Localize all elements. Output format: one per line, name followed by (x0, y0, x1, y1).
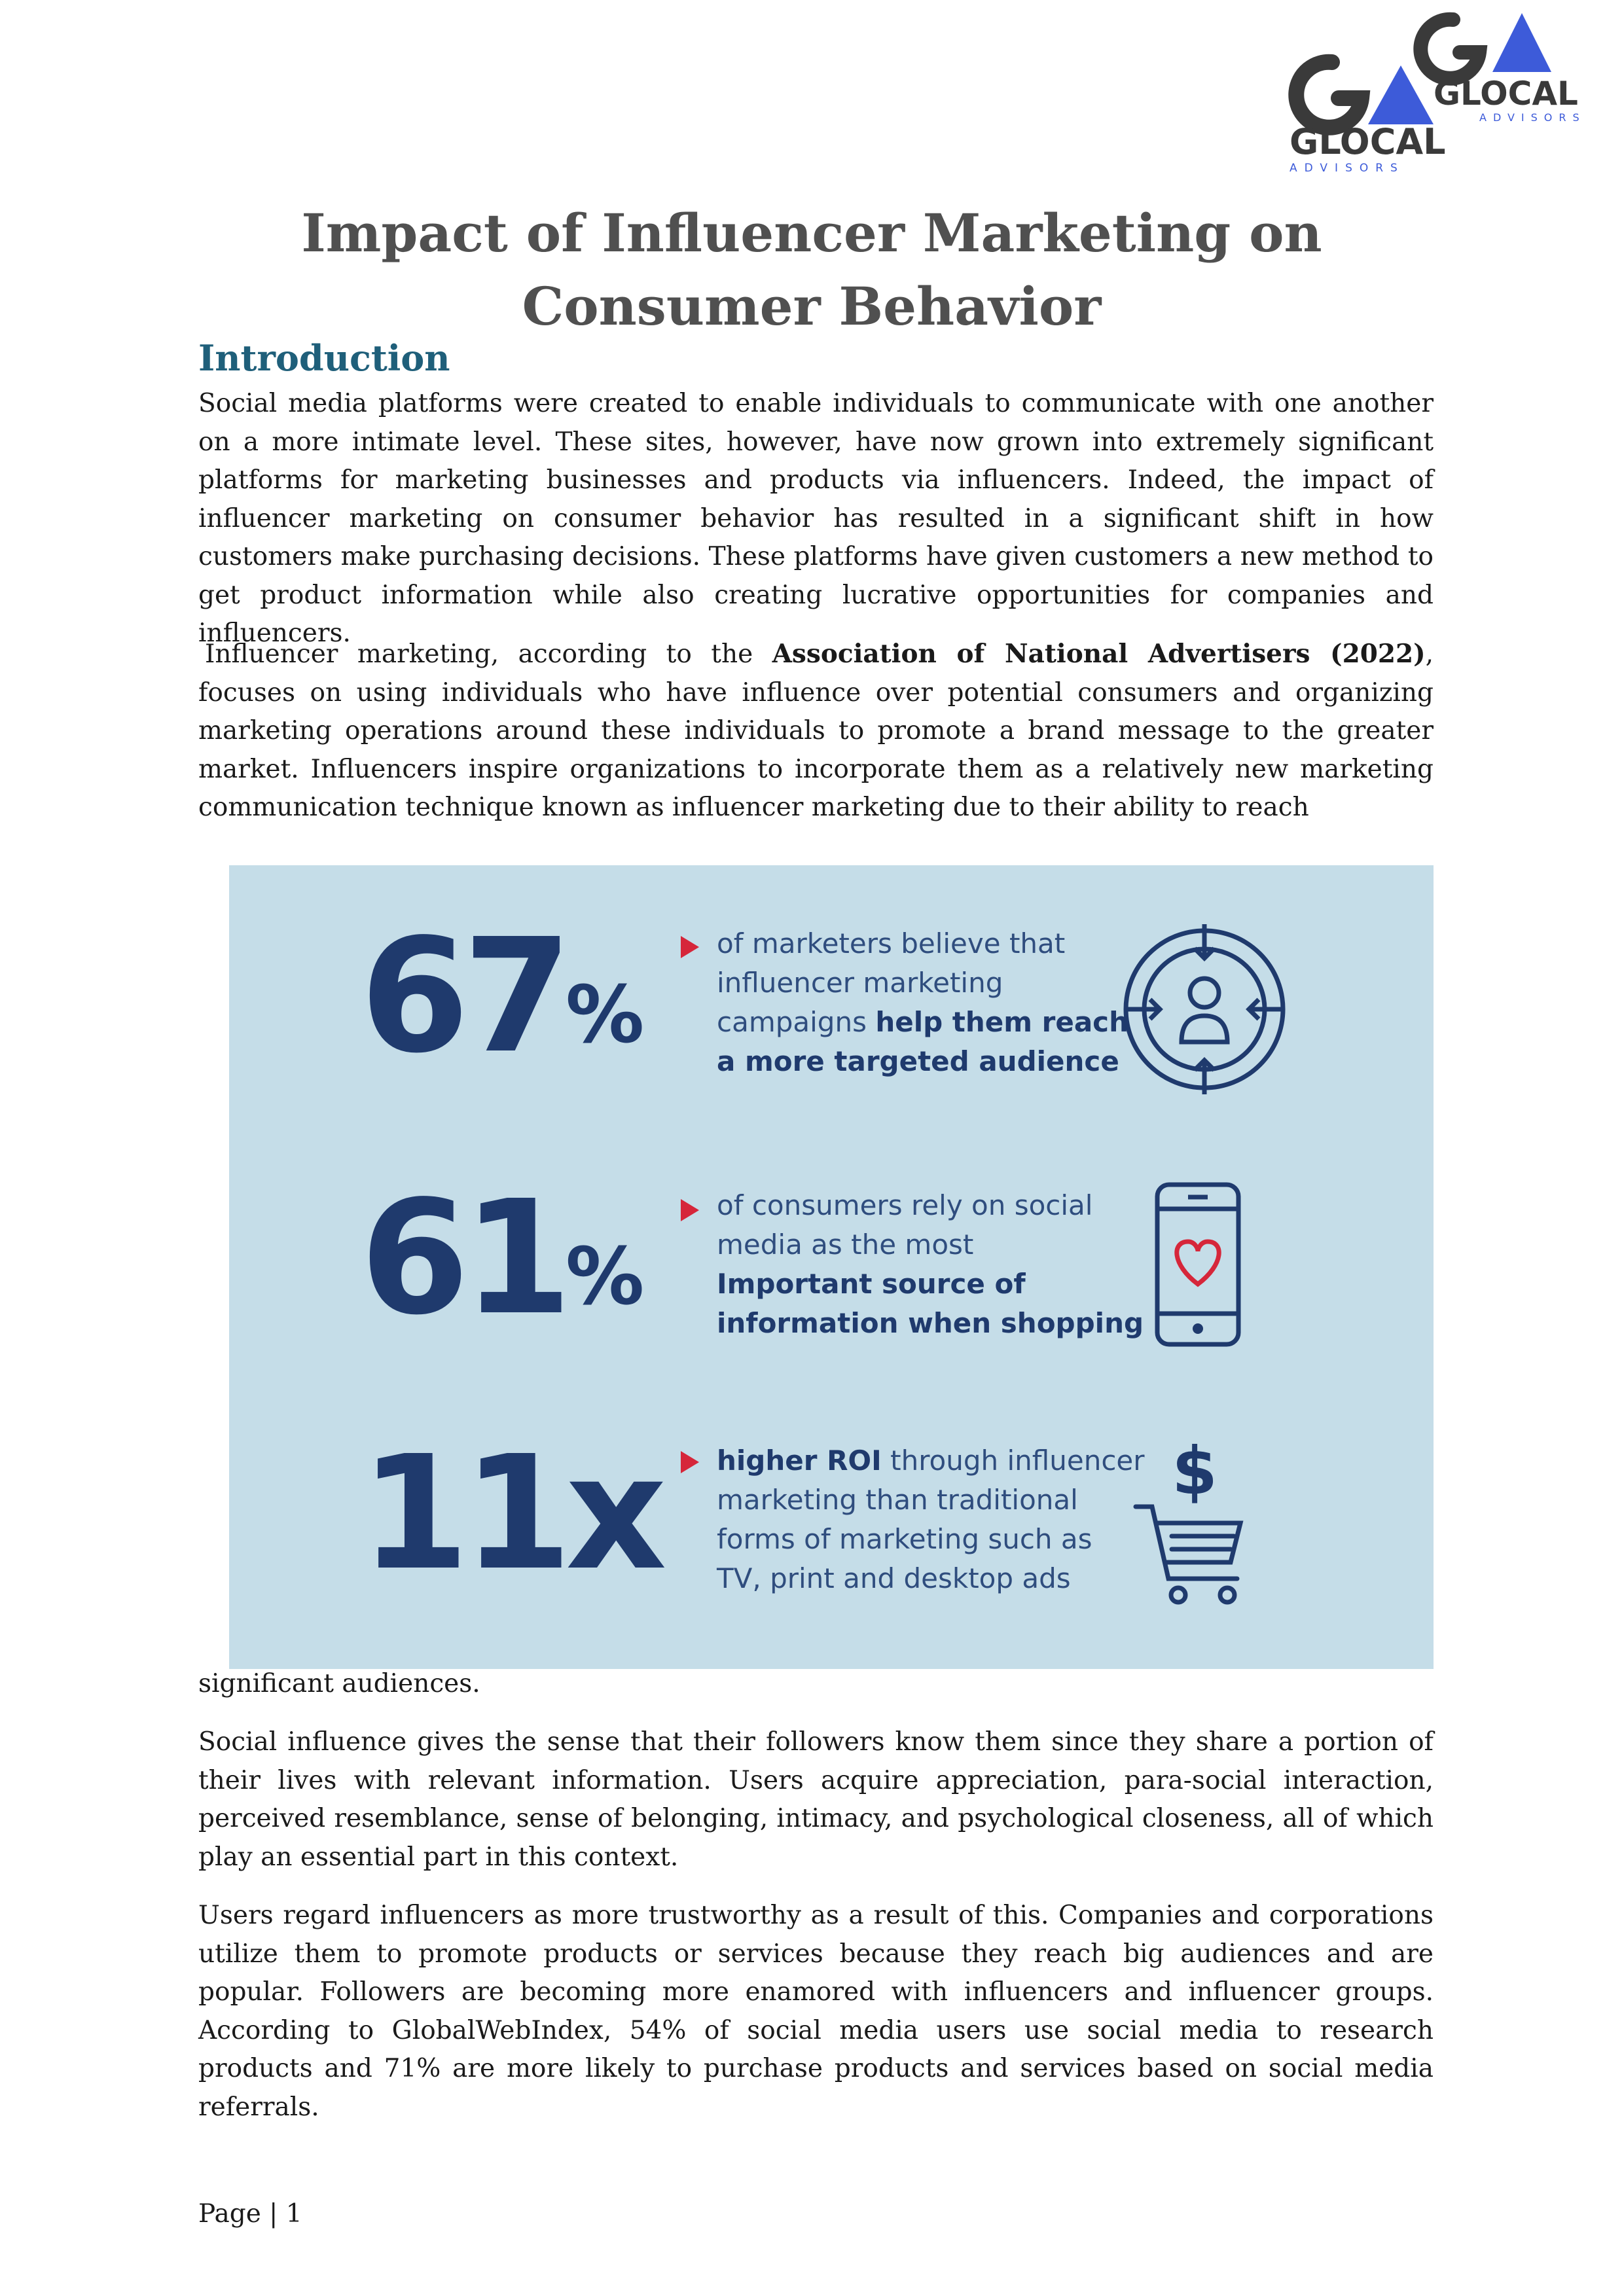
introduction-heading: Introduction (198, 337, 450, 379)
phone-heart-icon (1152, 1179, 1244, 1350)
stat-number (360, 1422, 660, 1605)
title-line-1: Impact of Influencer Marketing on (301, 202, 1322, 264)
paragraph-text: , focuses on using individuals who have influence over potential consumers and organizing marketing operations around these individuals to promote a brand message to the greater market. Influencers inspire organizations to incorporate them as a relatively new marketing communication technique known as influencer marketing due to their ability to reach (198, 639, 1434, 822)
stat-line: of consumers rely on social (717, 1189, 1093, 1221)
red-arrow-icon (681, 1451, 699, 1473)
stat-description (717, 924, 1175, 1081)
title-line-2: Consumer Behavior (522, 276, 1102, 337)
stat-line-bold: a more targeted audience (717, 1045, 1119, 1077)
glocal-logo-front (1283, 46, 1446, 177)
citation-ana: Association of National Advertisers (2022) (772, 639, 1426, 669)
logo-wordmark: GLOCAL (1290, 121, 1446, 162)
paragraph-continuation: significant audiences. (198, 1669, 480, 1698)
stat-number (360, 1166, 645, 1350)
stat-row-61 (229, 1166, 1434, 1369)
document-title (196, 196, 1427, 343)
stat-line: influencer marketing (717, 967, 1003, 999)
stat-line-bold: Important source of (717, 1268, 1026, 1300)
stat-number-value: 11x (360, 1422, 660, 1605)
stat-number (360, 905, 645, 1088)
stat-line-rest: through influencer (881, 1444, 1145, 1477)
influencer-stats-infographic (229, 865, 1434, 1669)
paragraph-intro: Social media platforms were created to enable individuals to communicate with one another on a more intimate level. These sites, however, have now grown into extremely significant platforms for marketing businesses and products via influencers. Indeed, the impact of influencer marketing on consumer behavior has resulted in a significant shift in how customers make purchasing decisions. These platforms have given customers a new method to get product information while also creating lucrative opportunities for companies and influencers. (198, 389, 1434, 648)
shopping-cart-dollar-icon (1132, 1435, 1250, 1611)
stat-number-suffix: % (565, 1232, 645, 1323)
stat-line (717, 1441, 1175, 1480)
stat-description (717, 1186, 1175, 1343)
stat-line (717, 1003, 1175, 1042)
paragraph-text: Influencer marketing, according to the (205, 639, 772, 669)
stat-line-bold: higher ROI (717, 1444, 882, 1477)
logo-wordmark: GLOCAL (1434, 75, 1578, 113)
stat-line: marketing than traditional (717, 1484, 1078, 1516)
logo-triangle-mark (1368, 65, 1434, 124)
stat-number-value: 61 (360, 1166, 566, 1350)
logo-subtext: ADVISORS (1479, 111, 1586, 124)
paragraph-trust: Users regard influencers as more trustworthy as a result of this. Companies and corporations utilize them to promote products or services because they reach big audiences and are popular. Followers are becoming more enamored with influencers and influencer groups. According to GlobalWebIndex, 54% of social media users use social media to research products and 71% are more likely to purchase products and services based on social media referrals. (198, 1901, 1434, 2122)
paragraph-social-influence: Social influence gives the sense that their followers know them since they share a portion of their lives with relevant information. Users acquire appreciation, para-social interaction, perceived resemblance, sense of belonging, intimacy, and psychological closeness, all of which play an essential part in this context. (198, 1727, 1434, 1872)
logo-g-mark (1296, 62, 1362, 128)
stat-number-value: 67 (360, 905, 566, 1088)
logo-triangle-mark (1492, 13, 1551, 72)
stat-line: forms of marketing such as (717, 1523, 1092, 1555)
red-arrow-icon (681, 936, 699, 958)
dollar-sign-glyph: $ (1172, 1433, 1218, 1509)
stat-description (717, 1441, 1175, 1598)
red-arrow-icon (681, 1199, 699, 1221)
page-number: Page | 1 (198, 2199, 302, 2229)
stat-line-lead: campaigns (717, 1006, 876, 1038)
paragraph-influencer-marketing (198, 635, 1434, 827)
logo-subtext: ADVISORS (1290, 162, 1405, 175)
stat-line: TV, print and desktop ads (717, 1562, 1071, 1594)
target-audience-icon (1119, 921, 1290, 1098)
stat-row-11x (229, 1422, 1434, 1624)
stat-line: of marketers believe that (717, 927, 1066, 960)
stat-line-bold: help them reach (875, 1006, 1128, 1038)
stat-number-suffix: % (565, 970, 645, 1061)
stat-line-bold: information when shopping (717, 1307, 1144, 1339)
stat-row-67 (229, 905, 1434, 1107)
stat-line: media as the most (717, 1229, 974, 1261)
